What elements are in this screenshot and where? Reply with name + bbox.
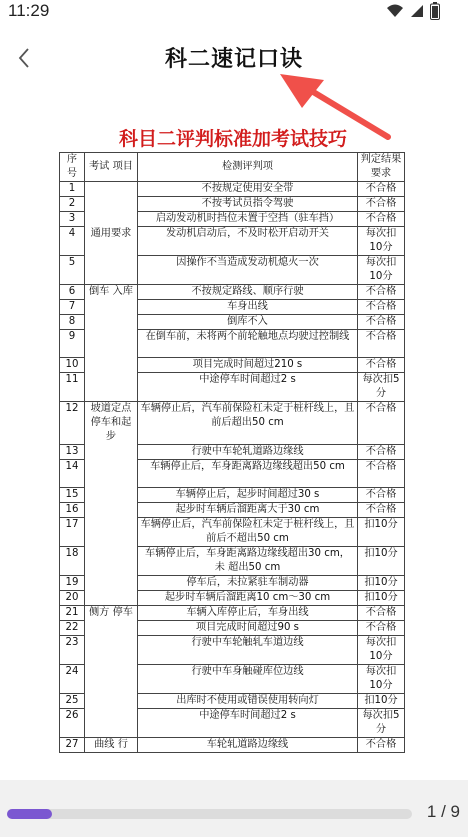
table-row <box>60 664 405 693</box>
row-check: 中途停车时间超过2 s <box>138 708 358 737</box>
row-num: 22 <box>60 620 85 635</box>
row-num: 6 <box>60 285 85 300</box>
table-row <box>60 373 405 402</box>
row-num: 5 <box>60 256 85 285</box>
row-num: 20 <box>60 590 85 605</box>
row-num: 8 <box>60 315 85 330</box>
table-row <box>60 285 405 300</box>
row-item <box>85 300 138 315</box>
row-check: 不按规定使用安全带 <box>138 182 358 197</box>
row-item <box>85 182 138 197</box>
row-check: 发动机启动后，不及时松开启动开关 <box>138 227 358 256</box>
row-check: 启动发动机时挡位未置于空挡（驻车挡） <box>138 212 358 227</box>
row-num: 11 <box>60 373 85 402</box>
row-item <box>85 197 138 212</box>
row-item <box>85 212 138 227</box>
row-req: 每次扣10分 <box>358 635 405 664</box>
table-row <box>60 358 405 373</box>
row-num: 12 <box>60 402 85 445</box>
row-req: 不合格 <box>358 197 405 212</box>
header-item: 考试 项目 <box>85 153 138 182</box>
page-title: 科二速记口诀 <box>164 47 303 72</box>
row-req: 不合格 <box>358 737 405 752</box>
row-item <box>85 444 138 459</box>
row-item <box>85 502 138 517</box>
row-check: 行驶中车身触碰库位边线 <box>138 664 358 693</box>
rules-table-body <box>60 182 405 753</box>
page-counter: 1 / 9 <box>426 802 460 821</box>
row-num: 13 <box>60 444 85 459</box>
row-num: 24 <box>60 664 85 693</box>
table-row <box>60 605 405 620</box>
table-row <box>60 182 405 197</box>
rules-table <box>59 152 405 753</box>
document-page <box>57 126 409 753</box>
progress-fill <box>7 809 52 819</box>
table-row <box>60 212 405 227</box>
reader-footer <box>0 780 468 837</box>
row-check: 车辆停止后，起步时间超过30 s <box>138 487 358 502</box>
row-item <box>85 620 138 635</box>
header-check: 检测评判项 <box>138 153 358 182</box>
row-num: 14 <box>60 459 85 487</box>
table-row <box>60 330 405 358</box>
row-req: 扣10分 <box>358 546 405 575</box>
row-num: 9 <box>60 330 85 358</box>
table-row <box>60 487 405 502</box>
row-check: 车身出线 <box>138 300 358 315</box>
row-num: 27 <box>60 737 85 752</box>
row-num: 3 <box>60 212 85 227</box>
row-num: 1 <box>60 182 85 197</box>
header-num: 序号 <box>60 153 85 182</box>
row-req: 不合格 <box>358 459 405 487</box>
table-row <box>60 517 405 546</box>
row-num: 10 <box>60 358 85 373</box>
row-item <box>85 635 138 664</box>
row-check: 车辆停止后，车身距离路边缘线超出50 cm <box>138 459 358 487</box>
row-check: 停车后，未拉紧驻车制动器 <box>138 575 358 590</box>
row-item <box>85 256 138 285</box>
status-time: 11:29 <box>8 1 50 20</box>
row-check: 起步时车辆后溜距离大于30 cm <box>138 502 358 517</box>
header-req: 判定结果 要求 <box>358 153 405 182</box>
table-row <box>60 546 405 575</box>
row-req: 每次扣5分 <box>358 373 405 402</box>
table-header-row <box>60 153 405 182</box>
battery-icon <box>430 2 440 20</box>
row-check: 车辆停止后，汽车前保险杠未定于桩杆线上，且 前后不超出50 cm <box>138 517 358 546</box>
row-num: 26 <box>60 708 85 737</box>
row-check: 车辆入库停止后，车身出线 <box>138 605 358 620</box>
row-check: 项目完成时间超过210 s <box>138 358 358 373</box>
row-check: 中途停车时间超过2 s <box>138 373 358 402</box>
row-item <box>85 546 138 575</box>
progress-bar[interactable] <box>7 809 412 819</box>
wifi-icon <box>386 4 404 18</box>
table-row <box>60 197 405 212</box>
row-item <box>85 575 138 590</box>
row-item: 倒车 入库 <box>85 285 138 300</box>
table-row <box>60 315 405 330</box>
row-req: 扣10分 <box>358 590 405 605</box>
table-row <box>60 256 405 285</box>
row-item <box>85 459 138 487</box>
table-row <box>60 227 405 256</box>
row-item <box>85 330 138 358</box>
row-check: 行驶中车轮轧道路边缘线 <box>138 444 358 459</box>
row-item <box>85 373 138 402</box>
document-title: 科目二评判标准加考试技巧 <box>118 128 347 150</box>
table-row <box>60 459 405 487</box>
status-bar <box>0 0 468 24</box>
row-check: 车辆停止后，车身距离路边缘线超出30 cm，未 超出50 cm <box>138 546 358 575</box>
table-row <box>60 502 405 517</box>
row-item <box>85 664 138 693</box>
row-req: 扣10分 <box>358 693 405 708</box>
table-row <box>60 575 405 590</box>
row-req: 不合格 <box>358 605 405 620</box>
row-item <box>85 708 138 737</box>
row-req: 不合格 <box>358 487 405 502</box>
table-row <box>60 444 405 459</box>
table-row <box>60 708 405 737</box>
row-check: 项目完成时间超过90 s <box>138 620 358 635</box>
row-item <box>85 693 138 708</box>
row-item: 侧方 停车 <box>85 605 138 620</box>
row-num: 17 <box>60 517 85 546</box>
row-req: 每次扣10分 <box>358 227 405 256</box>
row-num: 15 <box>60 487 85 502</box>
row-req: 不合格 <box>358 212 405 227</box>
row-num: 21 <box>60 605 85 620</box>
header <box>0 36 468 80</box>
row-num: 23 <box>60 635 85 664</box>
row-item: 通用要求 <box>85 227 138 256</box>
row-num: 7 <box>60 300 85 315</box>
row-req: 扣10分 <box>358 517 405 546</box>
table-row <box>60 635 405 664</box>
row-item <box>85 590 138 605</box>
status-icons <box>386 2 440 20</box>
row-req: 不合格 <box>358 620 405 635</box>
row-num: 4 <box>60 227 85 256</box>
row-item <box>85 517 138 546</box>
row-req: 每次扣10分 <box>358 256 405 285</box>
table-row <box>60 620 405 635</box>
row-check: 车轮轧道路边缘线 <box>138 737 358 752</box>
row-item <box>85 358 138 373</box>
row-req: 不合格 <box>358 358 405 373</box>
row-check: 不按考试员指令驾驶 <box>138 197 358 212</box>
row-req: 不合格 <box>358 285 405 300</box>
row-req: 不合格 <box>358 444 405 459</box>
row-req: 不合格 <box>358 315 405 330</box>
table-row <box>60 590 405 605</box>
signal-icon <box>410 4 424 18</box>
row-num: 25 <box>60 693 85 708</box>
row-num: 2 <box>60 197 85 212</box>
row-req: 不合格 <box>358 330 405 358</box>
row-check: 行驶中车轮触轧车道边线 <box>138 635 358 664</box>
row-req: 不合格 <box>358 402 405 445</box>
row-req: 每次扣10分 <box>358 664 405 693</box>
table-row <box>60 693 405 708</box>
row-req: 不合格 <box>358 502 405 517</box>
table-row <box>60 737 405 752</box>
row-check: 因操作不当造成发动机熄火一次 <box>138 256 358 285</box>
row-item: 坡道定点 停车和起 步 <box>85 402 138 445</box>
row-req: 不合格 <box>358 300 405 315</box>
row-check: 倒库不入 <box>138 315 358 330</box>
row-check: 出库时不使用或错误使用转向灯 <box>138 693 358 708</box>
row-item: 曲线 行 <box>85 737 138 752</box>
row-item <box>85 487 138 502</box>
row-check: 不按规定路线、顺序行驶 <box>138 285 358 300</box>
table-row <box>60 402 405 445</box>
row-req: 不合格 <box>358 182 405 197</box>
row-check: 车辆停止后，汽车前保险杠未定于桩杆线上，且 前后超出50 cm <box>138 402 358 445</box>
row-num: 16 <box>60 502 85 517</box>
row-num: 18 <box>60 546 85 575</box>
row-req: 每次扣5分 <box>358 708 405 737</box>
row-check: 在倒车前，未将两个前轮触地点均驶过控制线 <box>138 330 358 358</box>
row-check: 起步时车辆后溜距离10 cm～30 cm <box>138 590 358 605</box>
table-row <box>60 300 405 315</box>
row-req: 扣10分 <box>358 575 405 590</box>
row-num: 19 <box>60 575 85 590</box>
row-item <box>85 315 138 330</box>
